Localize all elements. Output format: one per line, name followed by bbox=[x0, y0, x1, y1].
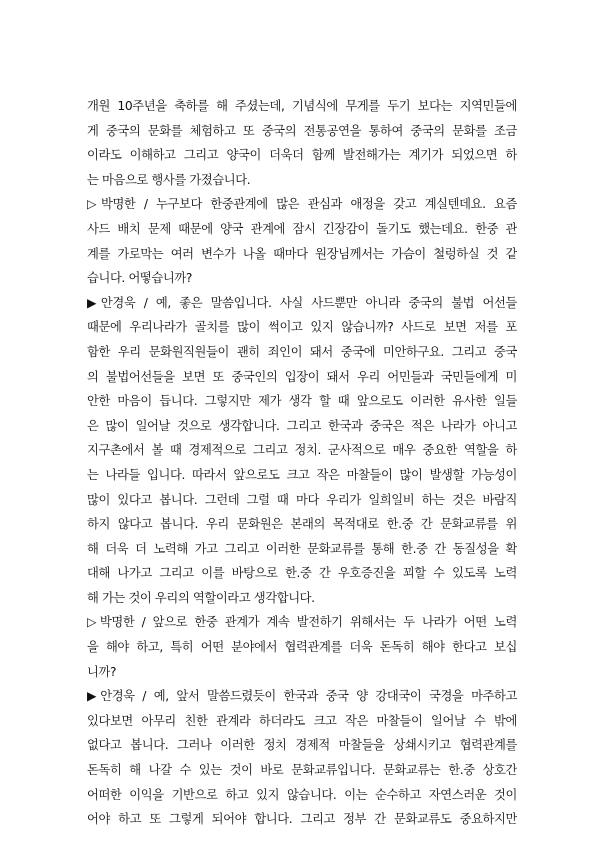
text-line: 계를 가로막는 여러 변수가 나올 때마다 원장님께서는 가슴이 철렁하실 것 같 bbox=[87, 246, 517, 261]
text-line: 게 중국의 문화를 체험하고 또 중국의 전통공연을 통하여 중국의 문화를 조금 bbox=[87, 123, 517, 138]
text-line: 은 많이 일어날 것으로 생각합니다. 그리고 한국과 중국은 적은 나라가 아니고 bbox=[87, 418, 517, 433]
text-line: 어떠한 이익을 기반으로 하고 있지 않습니다. 이는 순수하고 자연스러운 것이 bbox=[87, 787, 517, 802]
text-line: 함한 우리 문화원직원들이 괜히 죄인이 돼서 중국에 미안하구요. 그리고 중국 bbox=[87, 344, 517, 359]
text-line: ▷박명한 / 누구보다 한중관계에 많은 관심과 애정을 갖고 계실텐데요. 요즘 bbox=[87, 197, 517, 212]
text-line: 습니다. 어떻습니까? bbox=[87, 271, 192, 286]
text-line: ▷박명한 / 앞으로 한중 관계가 계속 발전하기 위해서는 두 나라가 어떤 노력 bbox=[87, 615, 517, 630]
text-line: 사드 배치 문제 때문에 양국 관계에 잠시 긴장감이 돌기도 했는데요. 한중 관 bbox=[87, 221, 517, 236]
text-line: 많이 있다고 봅니다. 그런데 그럴 때 마다 우리가 일희일비 하는 것은 바람직 bbox=[87, 492, 517, 507]
text-line: 니까? bbox=[87, 664, 117, 679]
text-line: 없다고 봅니다. 그러나 이러한 정치 경제적 마찰들을 상쇄시키고 협력관계를 bbox=[87, 738, 517, 753]
document-body bbox=[87, 94, 517, 832]
text-line: 때문에 우리나라가 골치를 많이 썩이고 있지 않습니까? 사드로 보면 저를 포 bbox=[87, 320, 517, 335]
text-line: 돈독히 해 나갈 수 있는 것이 바로 문화교류입니다. 문화교류는 한.중 상호간 bbox=[87, 763, 517, 778]
text-line: 해 더욱 더 노력해 가고 그리고 이러한 문화교류를 통해 한.중 간 동질성을 확 bbox=[87, 541, 517, 556]
text-line: 대해 나가고 그리고 이를 바탕으로 한.중 간 우호증진을 꾀할 수 있도록 노력 bbox=[87, 566, 517, 581]
text-line: 을 해야 하고, 특히 어떤 분야에서 협력관계를 더욱 돈독히 해야 한다고 보십 bbox=[87, 640, 517, 655]
text-line: 안한 마음이 듭니다. 그렇지만 제가 생각 할 때 앞으로도 이러한 유사한 일들 bbox=[87, 394, 517, 409]
text-line: 하지 않다고 봅니다. 우리 문화원은 본래의 목적대로 한.중 간 문화교류를 위 bbox=[87, 517, 517, 532]
text-line: 개원 10주년을 축하를 해 주셨는데, 기념식에 무게를 두기 보다는 지역민들에 bbox=[87, 99, 517, 113]
text-line: ▶안경욱 / 예, 좋은 말씀입니다. 사실 사드뿐만 아니라 중국의 불법 어선들 bbox=[87, 295, 517, 310]
text-line: 지구촌에서 볼 때 경제적으로 그리고 정치. 군사적으로 매우 중요한 역할을 하 bbox=[87, 443, 517, 458]
text-line: 해 가는 것이 우리의 역할이라고 생각합니다. bbox=[87, 590, 315, 605]
text-line: ▶안경욱 / 예, 앞서 말씀드렸듯이 한국과 중국 양 강대국이 국경을 마주하고 bbox=[87, 689, 517, 704]
text-line: 어야 하고 또 그렇게 되어야 합니다. 그리고 정부 간 문화교류도 중요하지만 bbox=[87, 812, 517, 827]
text-line: 이라도 이해하고 그리고 양국이 더욱더 함께 발전해가는 계기가 되었으면 하 bbox=[87, 148, 517, 163]
text-line: 의 불법어선들을 보면 또 중국인의 입장이 돼서 우리 어민들과 국민들에게 미 bbox=[87, 369, 517, 384]
text-line: 있다보면 아무리 친한 관계라 하더라도 크고 작은 마찰들이 일어날 수 밖에 bbox=[87, 713, 517, 728]
text-line: 는 마음으로 행사를 가졌습니다. bbox=[87, 172, 251, 187]
text-line: 는 나라들 입니다. 따라서 앞으로도 크고 작은 마찰들이 많이 발생할 가능성이 bbox=[87, 467, 517, 482]
